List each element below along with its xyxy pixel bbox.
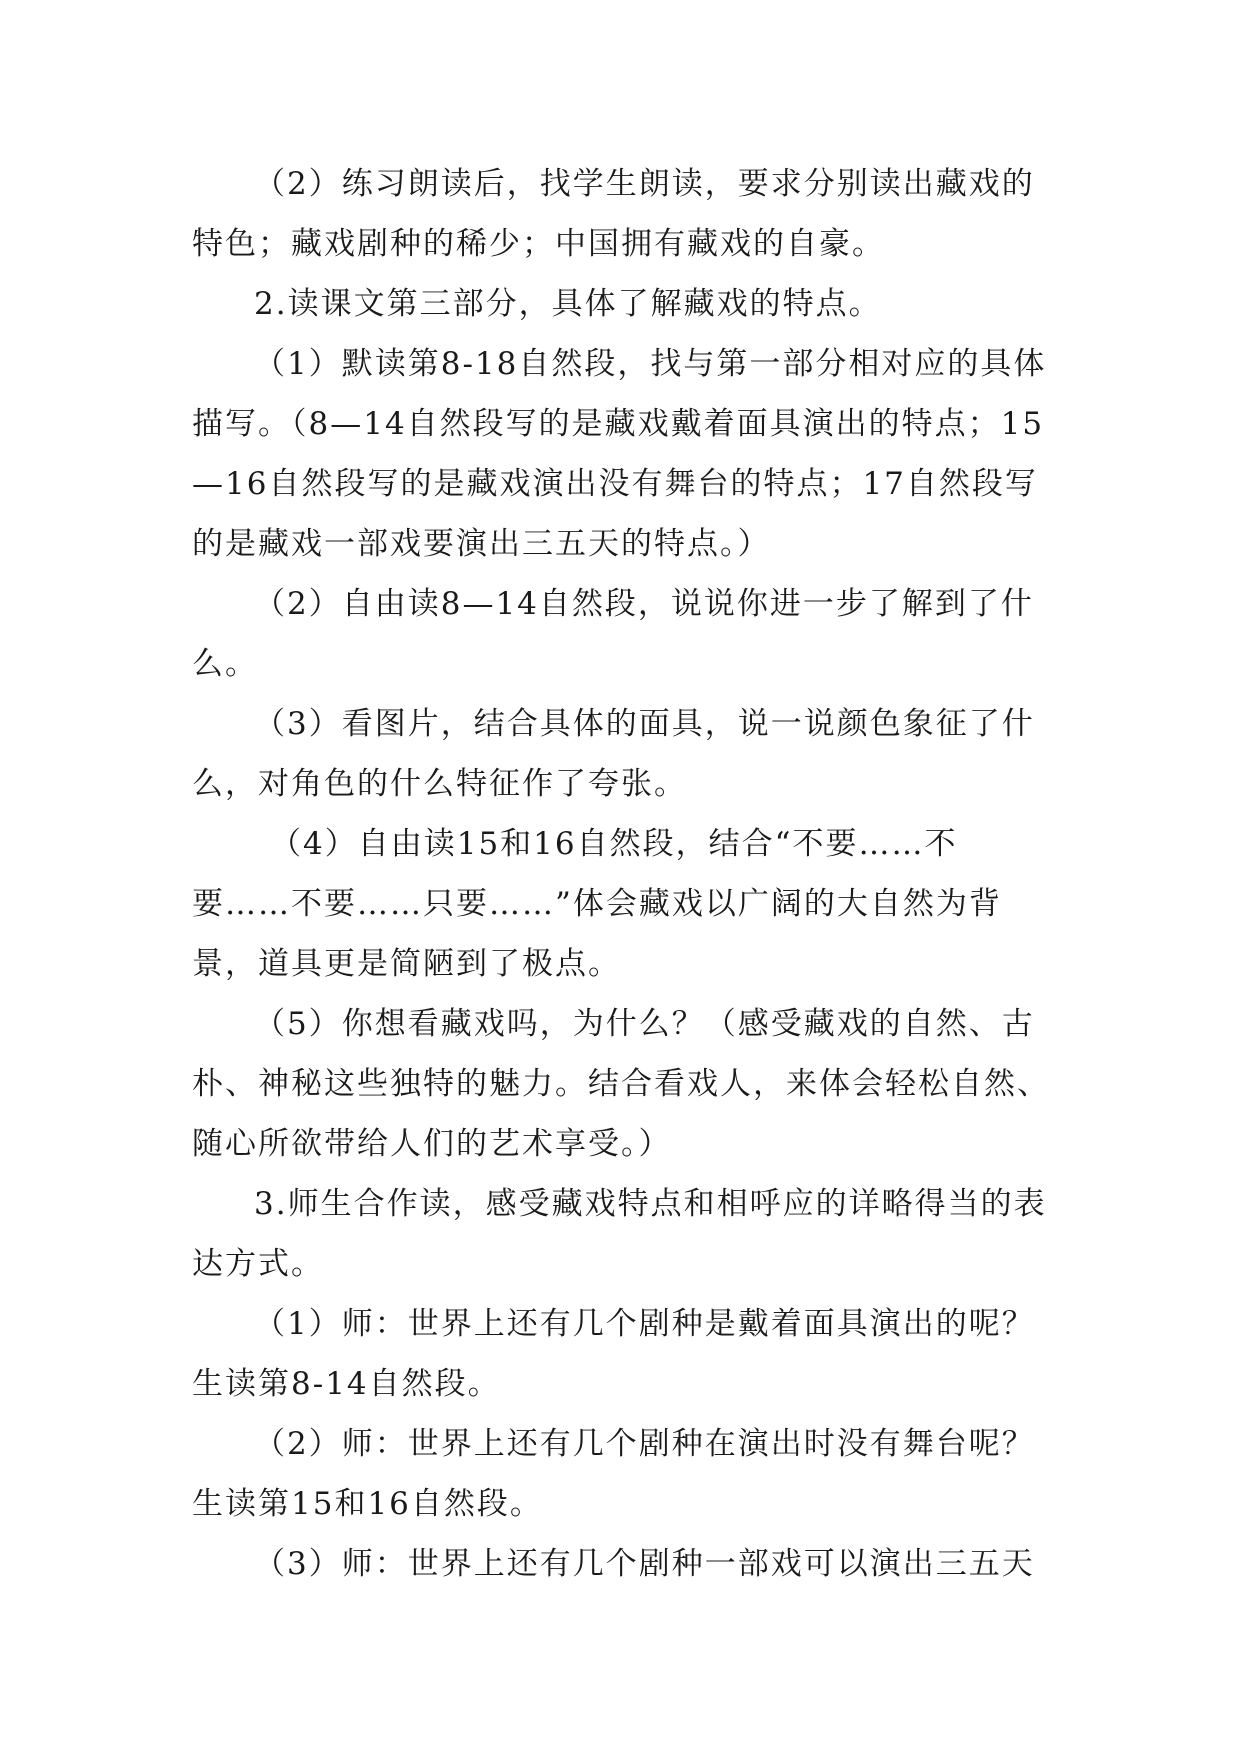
paragraph-teacher-masks: （1）师：世界上还有几个剧种是戴着面具演出的呢？生读第8-14自然段。 (192, 1306, 1035, 1402)
document-page (192, 154, 1052, 1594)
paragraph-cooperative-reading: 3.师生合作读，感受藏戏特点和相呼应的详略得当的表达方式。 (192, 1186, 1047, 1282)
paragraph-free-reading-8-14: （2）自由读8—14自然段，说说你进一步了解到了什么。 (192, 586, 1034, 682)
paragraph-silent-reading: （1）默读第8-18自然段，找与第一部分相对应的具体描写。（8—14自然段写的是藏戏戴着面具演出的特点；15—16自然段写的是藏戏演出没有舞台的特点；17自然段写的是藏戏一部戏要演出三五天的特点。） (192, 346, 1047, 562)
paragraph-want-to-watch: （5）你想看藏戏吗，为什么？（感受藏戏的自然、古朴、神秘这些独特的魅力。结合看戏人，来体会轻松自然、随心所欲带给人们的艺术享受。） (192, 1006, 1050, 1162)
paragraph-mask-colors: （3）看图片，结合具体的面具，说一说颜色象征了什么，对角色的什么特征作了夸张。 (192, 706, 1035, 802)
paragraph-free-reading-15-16: （4）自由读15和16自然段，结合“不要……不要……不要……只要……”体会藏戏以广阔的大自然为背景，道具更是简陋到了极点。 (192, 826, 1002, 982)
paragraph-teacher-duration: （3）师：世界上还有几个剧种一部戏可以演出三五天 (254, 1546, 1035, 1582)
paragraph-section-three-heading: 2.读课文第三部分，具体了解藏戏的特点。 (254, 286, 882, 322)
paragraph-teacher-stage: （2）师：世界上还有几个剧种在演出时没有舞台呢？生读第15和16自然段。 (192, 1426, 1035, 1522)
paragraph-reading-practice: （2）练习朗读后，找学生朗读，要求分别读出藏戏的特色；藏戏剧种的稀少；中国拥有藏戏的自豪。 (192, 166, 1035, 262)
